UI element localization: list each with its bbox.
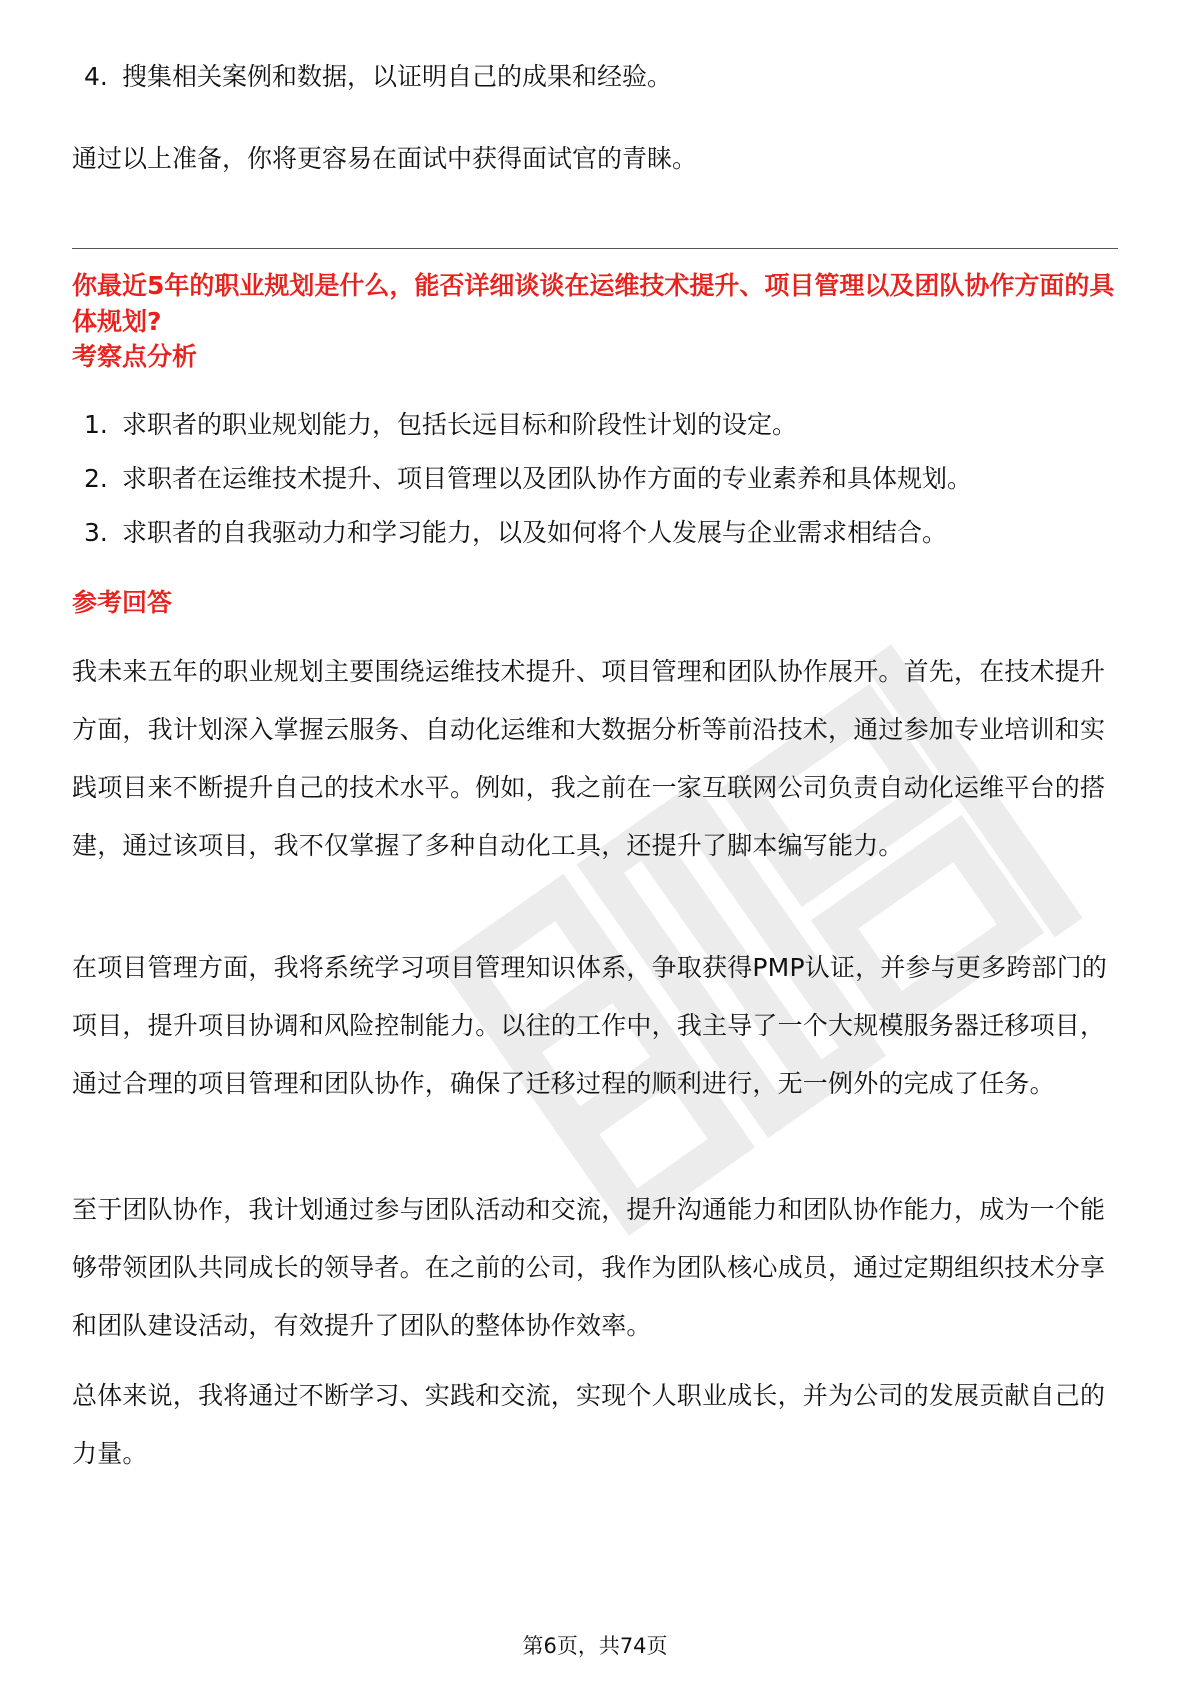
section-divider: [72, 248, 1118, 249]
answer-paragraph: 在项目管理方面，我将系统学习项目管理知识体系，争取获得PMP认证，并参与更多跨部门的项目，提升项目协调和风险控制能力。以往的工作中，我主导了一个大规模服务器迁移项目，通过合理的项目管理和团队协作，确保了迁移过程的顺利进行，无一例外的完成了任务。: [72, 953, 1108, 1098]
answer-paragraph: 至于团队协作，我计划通过参与团队活动和交流，提升沟通能力和团队协作能力，成为一个能够带领团队共同成长的领导者。在之前的公司，我作为团队核心成员，通过定期组织技术分享和团队建设活动，有效提升了团队的整体协作效率。: [72, 1195, 1106, 1340]
list-text: 求职者的自我驱动力和学习能力，以及如何将个人发展与企业需求相结合。: [122, 518, 948, 547]
interview-question: 你最近5年的职业规划是什么，能否详细谈谈在运维技术提升、项目管理以及团队协作方面的具体规划?: [72, 271, 1115, 336]
answer-paragraph: 总体来说，我将通过不断学习、实践和交流，实现个人职业成长，并为公司的发展贡献自己的力量。: [72, 1381, 1106, 1468]
list-number: 3.: [84, 518, 108, 547]
list-text: 搜集相关案例和数据，以证明自己的成果和经验。: [122, 62, 673, 91]
list-number: 1.: [84, 410, 108, 439]
list-number: 4.: [84, 62, 108, 91]
analysis-item: [84, 516, 947, 550]
page-number-footer: 第6页，共74页: [522, 1634, 668, 1658]
answer-paragraph: 我未来五年的职业规划主要围绕运维技术提升、项目管理和团队协作展开。首先，在技术提升方面，我计划深入掌握云服务、自动化运维和大数据分析等前沿技术，通过参加专业培训和实践项目来不断提升自己的技术水平。例如，我之前在一家互联网公司负责自动化运维平台的搭建，通过该项目，我不仅掌握了多种自动化工具，还提升了脚本编写能力。: [72, 657, 1106, 860]
prep-list-item: [84, 60, 672, 94]
analysis-heading: 考察点分析: [72, 342, 198, 371]
list-number: 2.: [84, 464, 108, 493]
list-text: 求职者在运维技术提升、项目管理以及团队协作方面的专业素养和具体规划。: [122, 464, 973, 493]
analysis-item: [84, 462, 972, 496]
list-text: 求职者的职业规划能力，包括长远目标和阶段性计划的设定。: [122, 410, 798, 439]
closing-sentence: 通过以上准备，你将更容易在面试中获得面试官的青睐。: [72, 144, 698, 173]
answer-heading: 参考回答: [72, 588, 173, 617]
analysis-item: [84, 408, 797, 442]
